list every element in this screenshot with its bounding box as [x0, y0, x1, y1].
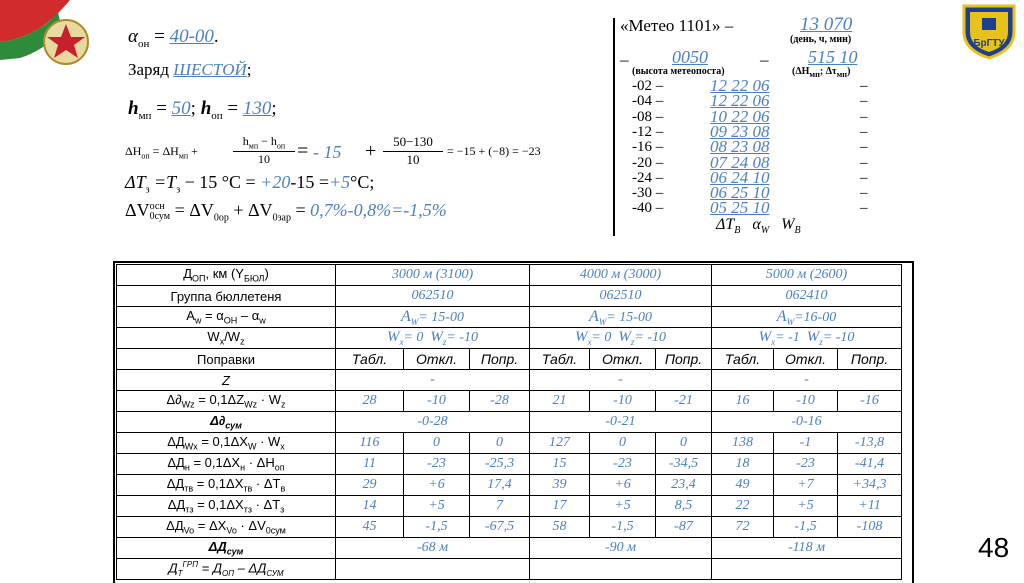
meteo-header: «Метео 1101» –: [620, 16, 734, 35]
table-row: [117, 433, 902, 454]
column-subheader: Табл.: [336, 349, 404, 370]
label-part: , км (Y: [205, 266, 244, 282]
meteo-row-end: –: [860, 108, 868, 125]
bulletin-value: 062510: [336, 286, 530, 307]
meteo-row-end: –: [860, 169, 868, 186]
label-part: = 0,1ΔX: [193, 497, 244, 513]
merged-value: -68 м: [336, 538, 530, 559]
cell-value: -16: [838, 391, 902, 412]
table-row: [117, 412, 902, 433]
cell-value: +11: [838, 496, 902, 517]
label-part: w: [259, 315, 266, 326]
row-label: [117, 454, 336, 475]
label-part: Vo: [226, 525, 237, 536]
meteo-row-end: –: [860, 200, 868, 217]
row-label: [117, 538, 336, 559]
cell-value: +5: [404, 496, 470, 517]
cell-value: +6: [590, 475, 656, 496]
cell-value: 18: [712, 454, 774, 475]
meteo-row-code: -16 –: [632, 139, 664, 156]
row-label: [117, 433, 336, 454]
cell-value: 23,4: [656, 475, 712, 496]
wind-value: [336, 328, 530, 349]
aw-number: = 15-00: [606, 309, 652, 325]
merged-value: -0-28: [336, 412, 530, 433]
table-row: [117, 538, 902, 559]
cell-value: +5: [774, 496, 838, 517]
label-part: A: [186, 308, 195, 324]
label-part: = 0,1ΔX: [189, 455, 241, 471]
label-part: ОН: [223, 315, 238, 326]
bulletin-value: 062410: [712, 286, 902, 307]
label-part: ΔД: [167, 455, 185, 471]
aw-symbol: A: [589, 307, 599, 325]
row-label: [117, 265, 336, 286]
label-part: Vo: [183, 525, 195, 536]
cell-value: 127: [530, 433, 590, 454]
cell-value: -23: [774, 454, 838, 475]
wind-part: = -10: [822, 330, 855, 346]
label-part: ΔД: [166, 476, 185, 492]
row-label: [117, 391, 336, 412]
meteo-row-value: 07 24 08: [710, 152, 770, 172]
wind-part: = 0: [403, 330, 424, 346]
table-row: [117, 265, 902, 286]
spacer: [800, 330, 807, 345]
row-label: [117, 307, 336, 328]
aw-number: = 15-00: [418, 309, 464, 325]
label-part: = 0,1ΔX: [197, 434, 248, 450]
range-header: 3000 м (3100): [336, 265, 530, 286]
cell-value: +7: [774, 475, 838, 496]
label-part: ОП: [192, 273, 206, 284]
label-part: Δ∂: [210, 413, 226, 429]
table-row: [117, 454, 902, 475]
wind-part: = -1: [775, 330, 800, 346]
meteo-row-end: –: [860, 93, 868, 110]
label-part: ГРП: [182, 560, 199, 570]
cell-value: 138: [712, 433, 774, 454]
label-part: /W: [224, 329, 241, 345]
meteo-row-end: –: [860, 185, 868, 202]
cell-value: 17: [530, 496, 590, 517]
empty-cell: [530, 559, 712, 580]
cell-value: 49: [712, 475, 774, 496]
label-part: Δ∂: [166, 392, 182, 408]
cell-value: 0: [656, 433, 712, 454]
alpha-on-value: 40-00: [169, 26, 214, 47]
table-row: [117, 496, 902, 517]
meteo-row-value: 12 22 06: [710, 76, 770, 95]
meteo-row-end: –: [860, 123, 868, 140]
row-label: [117, 517, 336, 538]
label-part: – ΔД: [234, 560, 267, 576]
meteo-date-value: 13 070: [800, 14, 853, 35]
belarus-flag-star-emblem: [0, 0, 120, 70]
label-part: в: [280, 483, 286, 494]
cell-value: 22: [712, 496, 774, 517]
label-part: ): [264, 266, 269, 282]
meteo-row-value: 10 22 06: [710, 106, 770, 126]
meteo-row-value: 05 25 10: [710, 198, 770, 218]
aw-number: =16-00: [794, 309, 837, 325]
meteo-row-code: -40 –: [632, 200, 664, 217]
cell-value: -1,5: [404, 517, 470, 538]
merged-value: -0-21: [530, 412, 712, 433]
column-subheader: Попр.: [656, 349, 712, 370]
cell-value: -25,3: [470, 454, 530, 475]
meteo-dash: –: [620, 50, 629, 69]
wind-value: [712, 328, 902, 349]
label-part: · ΔV: [236, 518, 266, 534]
cell-value: -28: [470, 391, 530, 412]
row-label: [117, 328, 336, 349]
label-part: тз: [185, 504, 194, 515]
column-subheader: Откл.: [774, 349, 838, 370]
label-part: 0сум: [265, 525, 286, 536]
label-part: – α: [237, 308, 260, 324]
label-part: = ΔX: [194, 518, 227, 534]
label-part: Wz: [244, 399, 258, 410]
label-part: Wz: [181, 399, 195, 410]
meteo-row-code: -24 –: [632, 169, 664, 186]
wind-part: = 0: [591, 330, 612, 346]
meteo-row-value: 12 22 06: [710, 91, 770, 111]
cell-value: -34,5: [656, 454, 712, 475]
row-label: Z: [117, 370, 336, 391]
label-part: сум: [226, 546, 244, 557]
column-subheader: Попр.: [470, 349, 530, 370]
row-label: [117, 496, 336, 517]
cell-value: -10: [404, 391, 470, 412]
row-label: Группа бюллетеня: [117, 286, 336, 307]
merged-value: -0-16: [712, 412, 902, 433]
aw-symbol: A: [776, 307, 787, 325]
wind-part: W: [618, 329, 631, 346]
wind-part: z: [630, 336, 635, 347]
label-part: з: [280, 504, 285, 515]
z-value: -: [530, 370, 712, 391]
wind-part: = -10: [446, 330, 479, 346]
row-label: [117, 475, 336, 496]
range-header: 5000 м (2600): [712, 265, 902, 286]
z-value: -: [712, 370, 902, 391]
aw-value: [712, 307, 902, 328]
cell-value: 11: [336, 454, 404, 475]
heights-formula: $h_{мп} = 50$; $h_{оп} = 130$;: [128, 98, 277, 122]
cell-value: -87: [656, 517, 712, 538]
label-part: = α: [201, 308, 224, 324]
merged-value: -118 м: [712, 538, 902, 559]
label-part: · ΔT: [251, 497, 281, 513]
calculation-table: [116, 264, 902, 580]
meteo-height-value: 0050: [672, 47, 708, 67]
wind-part: W: [386, 329, 400, 346]
table-row: [117, 370, 902, 391]
cell-value: -108: [838, 517, 902, 538]
label-part: w: [194, 315, 202, 326]
cell-value: 0: [590, 433, 656, 454]
meteo-divider: [613, 18, 615, 236]
bulletin-value: 062510: [530, 286, 712, 307]
label-part: Д: [168, 560, 178, 576]
label-part: ΔД: [167, 434, 185, 450]
cell-value: -1,5: [590, 517, 656, 538]
meteo-row-code: -02 –: [632, 78, 664, 94]
meteo-dash-2: –: [760, 50, 769, 69]
z-value: -: [336, 370, 530, 391]
label-part: н: [240, 462, 246, 473]
meteo-footer: $\Delta T_B$ $\alpha_W$ $W_B$: [716, 216, 801, 237]
wind-part: z: [819, 336, 823, 347]
meteo-row-value: 06 25 10: [710, 183, 770, 203]
label-part: · W: [256, 434, 281, 450]
charge-formula: Заряд ШЕСТОЙ;: [128, 60, 252, 79]
cell-value: 14: [336, 496, 404, 517]
cell-value: -67,5: [470, 517, 530, 538]
label-part: ΔД: [208, 539, 227, 555]
cell-value: 16: [712, 391, 774, 412]
label-part: = 0,1ΔZ: [194, 392, 245, 408]
empty-cell: [336, 559, 530, 580]
label-part: · ΔT: [252, 476, 281, 492]
cell-value: 0: [404, 433, 470, 454]
cell-value: 15: [530, 454, 590, 475]
meteo-row-code: -04 –: [632, 93, 664, 110]
alpha-on-formula: $\alpha_{он} = 40-00$.: [128, 26, 219, 50]
label-part: x: [280, 441, 285, 452]
meteo-row-value: 09 23 08: [710, 121, 770, 141]
meteo-dh-caption: ($\Delta H_{мп}$; $\Delta\tau_{мп}$): [792, 66, 851, 79]
meteo-row-value: 08 23 08: [710, 137, 770, 157]
row-label: Поправки: [117, 349, 336, 370]
column-subheader: Табл.: [530, 349, 590, 370]
label-part: · W: [257, 392, 281, 408]
cell-value: 45: [336, 517, 404, 538]
dv-formula: ΔV осн 0сум = $\Delta V_{0ор} + \Delta V_{0зар} = 0,7\%-0,8\%=-1,5\%$: [125, 200, 447, 224]
meteo-row-code: -12 –: [632, 123, 664, 140]
row-label: [117, 412, 336, 433]
page-number: 48: [978, 532, 1010, 563]
label-part: z: [280, 399, 286, 410]
meteo-row-code: -30 –: [632, 185, 664, 202]
meteo-row-code: -20 –: [632, 154, 664, 171]
cell-value: -41,4: [838, 454, 902, 475]
meteo-row-end: –: [860, 139, 868, 156]
cell-value: -10: [590, 391, 656, 412]
meteo-dh-value: 515 10: [808, 47, 858, 67]
aw-sub: W: [786, 316, 795, 327]
cell-value: 72: [712, 517, 774, 538]
label-part: тв: [184, 483, 194, 494]
label-part: = Д: [198, 560, 222, 576]
wind-part: x: [771, 336, 776, 347]
cell-value: 116: [336, 433, 404, 454]
meteo-row-end: –: [860, 154, 868, 171]
label-part: W: [247, 441, 257, 452]
wind-part: x: [399, 336, 404, 347]
meteo-date-caption: (день, ч, мин): [790, 34, 852, 45]
shield-icon: [958, 2, 1020, 60]
wind-part: = -10: [634, 330, 667, 346]
label-part: сум: [225, 420, 242, 431]
column-subheader: Откл.: [404, 349, 470, 370]
cell-value: 58: [530, 517, 590, 538]
table-row: [117, 328, 902, 349]
cell-value: +34,3: [838, 475, 902, 496]
table-row: [117, 307, 902, 328]
label-part: W: [207, 329, 220, 345]
svg-text:БрГТУ: БрГТУ: [973, 38, 1005, 49]
wind-part: W: [574, 329, 588, 346]
cell-value: -13,8: [838, 433, 902, 454]
cell-value: 17,4: [470, 475, 530, 496]
label-part: н: [184, 462, 190, 473]
empty-cell: [712, 559, 902, 580]
cell-value: -1: [774, 433, 838, 454]
table-row: [117, 391, 902, 412]
aw-value: [530, 307, 712, 328]
dt-formula: $\Delta T_з =T_з - 15$ °C = +20-15 =+5°C;: [125, 172, 375, 196]
cell-value: 8,5: [656, 496, 712, 517]
label-part: x: [219, 336, 225, 347]
label-part: Wx: [184, 441, 198, 452]
label-part: тв: [243, 483, 253, 494]
cell-value: +6: [404, 475, 470, 496]
range-header: 4000 м (3000): [530, 265, 712, 286]
label-part: оп: [274, 462, 285, 473]
label-part: Д: [183, 266, 192, 282]
table-row: [117, 559, 902, 580]
wind-part: W: [806, 329, 820, 346]
wind-value: [530, 328, 712, 349]
cell-value: 28: [336, 391, 404, 412]
table-row: [117, 475, 902, 496]
column-subheader: Табл.: [712, 349, 774, 370]
label-part: БЮЛ: [243, 273, 265, 284]
meteo-height-caption: (высота метеопоста): [632, 66, 725, 77]
cell-value: -23: [590, 454, 656, 475]
cell-value: -1,5: [774, 517, 838, 538]
column-subheader: Откл.: [590, 349, 656, 370]
meteo-row-code: -08 –: [632, 108, 664, 125]
cell-value: -21: [656, 391, 712, 412]
label-part: СУМ: [266, 568, 284, 578]
cell-value: -23: [404, 454, 470, 475]
cell-value: +5: [590, 496, 656, 517]
wind-part: z: [442, 336, 447, 347]
label-part: Т: [177, 568, 183, 578]
label-part: ΔД: [167, 497, 186, 513]
aw-sub: W: [598, 316, 607, 327]
label-part: · ΔH: [245, 455, 275, 471]
label-part: ΔД: [166, 518, 184, 534]
wind-part: W: [430, 329, 443, 346]
cell-value: 7: [470, 496, 530, 517]
meteo-row-value: 06 24 10: [710, 167, 770, 187]
university-logo: [958, 2, 1020, 60]
aw-symbol: A: [401, 307, 411, 325]
table-row: [117, 286, 902, 307]
charge-value: ШЕСТОЙ: [173, 60, 247, 79]
label-part: = 0,1ΔX: [193, 476, 244, 492]
table-row: [117, 517, 902, 538]
cell-value: 0: [470, 433, 530, 454]
aw-sub: W: [410, 316, 419, 327]
label-part: тз: [243, 504, 252, 515]
meteo-row-end: –: [860, 78, 868, 94]
merged-value: -90 м: [530, 538, 712, 559]
label-part: ОП: [222, 568, 235, 578]
aw-value: [336, 307, 530, 328]
table-row: [117, 349, 902, 370]
cell-value: 29: [336, 475, 404, 496]
cell-value: 21: [530, 391, 590, 412]
wind-part: x: [587, 336, 592, 347]
cell-value: -10: [774, 391, 838, 412]
wind-part: W: [758, 329, 772, 346]
column-subheader: Попр.: [838, 349, 902, 370]
cell-value: 39: [530, 475, 590, 496]
label-part: z: [240, 336, 245, 347]
row-label: [117, 559, 336, 580]
